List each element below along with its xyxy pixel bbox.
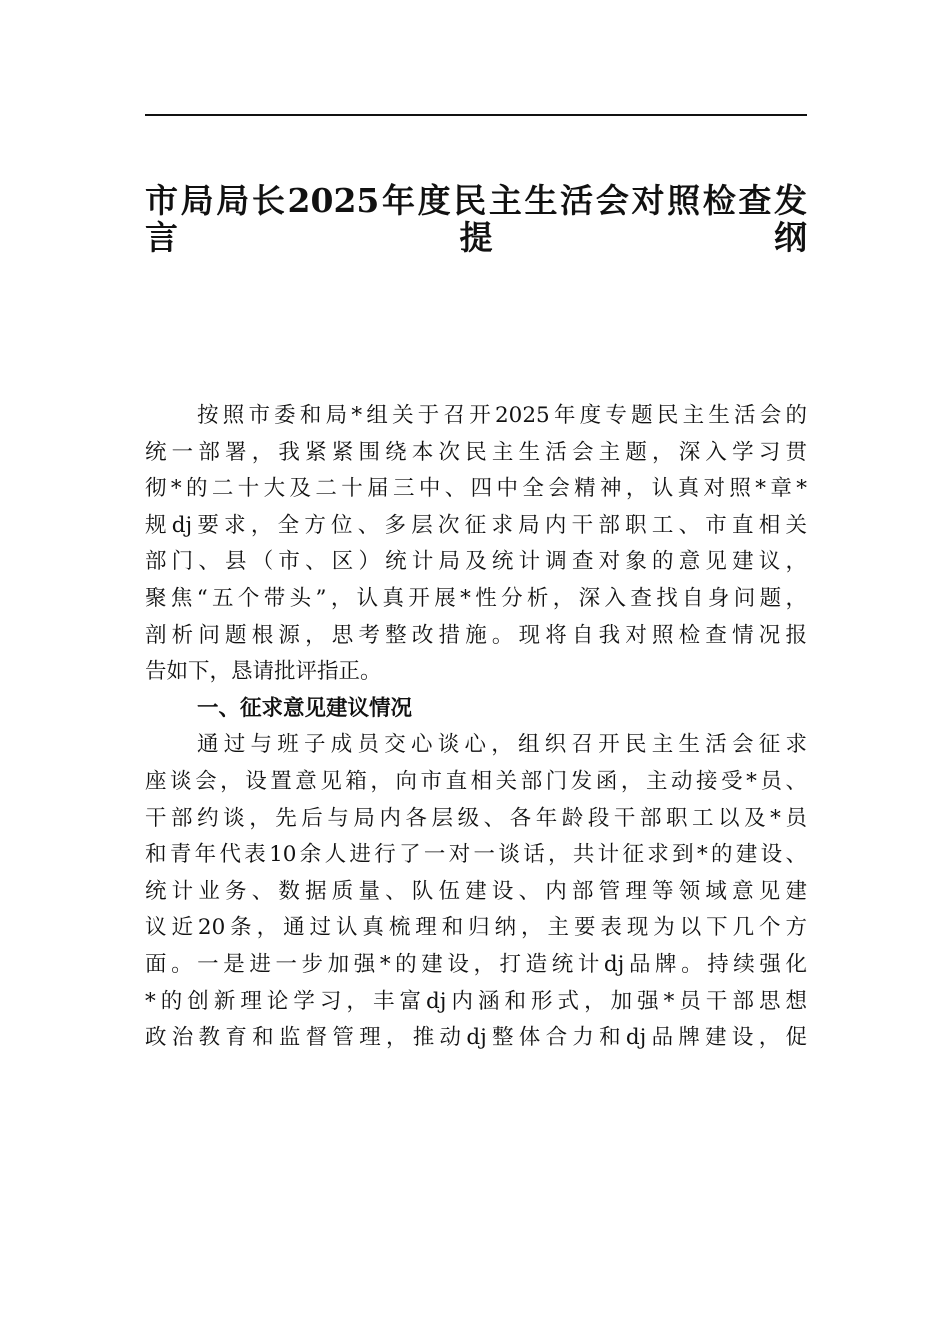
paragraph-line: 座谈会，设置意见箱，向市直相关部门发函，主动接受*员、 <box>145 768 807 794</box>
paragraph-line: 告如下，恳请批评指正。 <box>145 659 382 685</box>
section-heading: 一、征求意见建议情况 <box>197 695 413 721</box>
paragraph-line: 统一部署，我紧紧围绕本次民主生活会主题，深入学习贯 <box>145 439 807 465</box>
paragraph-line: *的创新理论学习，丰富dj内涵和形式，加强*员干部思想 <box>145 988 807 1014</box>
paragraph-line: 剖析问题根源，思考整改措施。现将自我对照检查情况报 <box>145 622 807 648</box>
document-body <box>145 398 807 1057</box>
paragraph-intro <box>145 398 807 691</box>
paragraph-line: 干部约谈，先后与局内各层级、各年龄段干部职工以及*员 <box>145 805 807 831</box>
paragraph-line: 规dj要求，全方位、多层次征求局内干部职工、市直相关 <box>145 512 807 538</box>
paragraph-line: 彻*的二十大及二十届三中、四中全会精神，认真对照*章* <box>145 476 807 502</box>
paragraph-line: 政治教育和监督管理，推动dj整体合力和dj品牌建设，促 <box>145 1025 807 1051</box>
title-line: 市局局长2025年度民主生活会对照检查发 <box>145 181 807 220</box>
paragraph-line: 统计业务、数据质量、队伍建设、内部管理等领域意见建 <box>145 878 807 904</box>
paragraph-line: 通过与班子成员交心谈心，组织召开民主生活会征求 <box>197 732 807 758</box>
header-rule <box>145 114 807 116</box>
document-title <box>145 168 807 257</box>
paragraph-line: 面。一是进一步加强*的建设，打造统计dj品牌。持续强化 <box>145 951 807 977</box>
title-line: 言提纲 <box>145 217 807 257</box>
paragraph-line: 聚焦“五个带头”，认真开展*性分析，深入查找自身问题， <box>145 585 807 611</box>
paragraph-opinions <box>145 727 807 1056</box>
paragraph-line: 和青年代表10余人进行了一对一谈话，共计征求到*的建设、 <box>145 842 807 868</box>
paragraph-line: 部门、县（市、区）统计局及统计调查对象的意见建议， <box>145 549 807 575</box>
paragraph-line: 按照市委和局*组关于召开2025年度专题民主生活会的 <box>197 403 807 428</box>
paragraph-line: 议近20条，通过认真梳理和归纳，主要表现为以下几个方 <box>145 915 807 941</box>
